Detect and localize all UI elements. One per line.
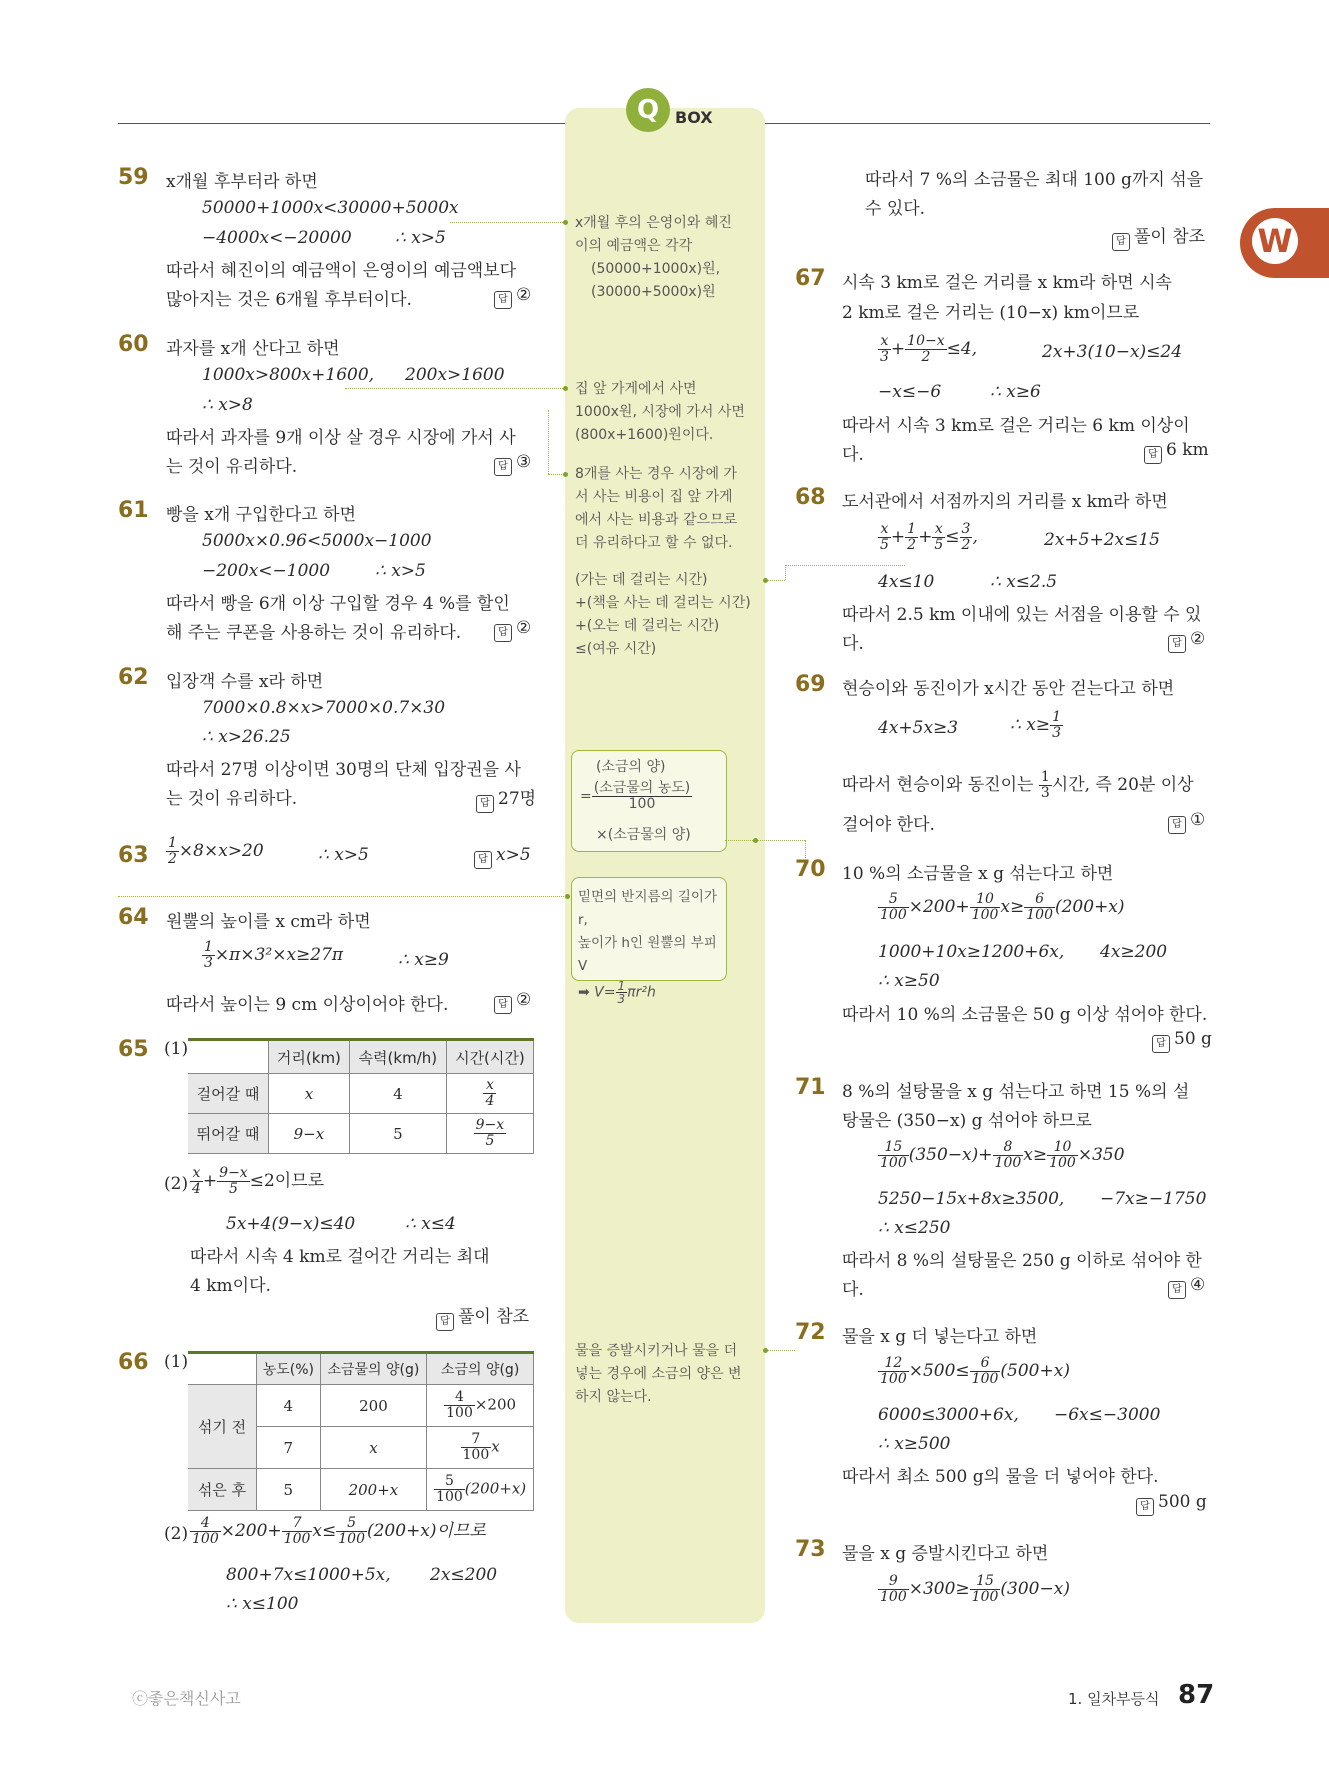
answer-icon: 답 (1168, 1281, 1186, 1299)
note68-l3: +(오는 데 걸리는 시간) (575, 618, 720, 634)
problem-70-number: 70 (795, 857, 826, 882)
note-cone-l1: 밑면의 반지름의 길이가 r, (578, 889, 717, 928)
p65-header-time: 시간(시간) (446, 1040, 533, 1074)
note72-l1: 물을 증발시키거나 물을 더 (575, 1343, 738, 1359)
note-salt-l3: ×(소금물의 양) (596, 827, 691, 843)
p67-line3: −x≤−6 (878, 382, 942, 402)
p67-line2: 2 km로 걸은 거리는 (10−x) km이므로 (842, 303, 1140, 323)
p65-eq1: $\frac{x}{4}$ + $\frac{9-x}{5}$ ≤2이므로 (192, 1165, 325, 1197)
p73-line1: 물을 x g 증발시킨다고 하면 (842, 1544, 1049, 1564)
tab-icon (1252, 218, 1298, 264)
p69-line1: 현승이와 동진이가 x시간 동안 걷는다고 하면 (842, 679, 1175, 699)
p59-line5: 많아지는 것은 6개월 후부터이다. (166, 290, 412, 310)
p61-line2: 5000x×0.96<5000x−1000 (202, 531, 432, 551)
p69-line2: 4x+5x≥3 (878, 718, 959, 738)
problem-72-number: 72 (795, 1320, 826, 1345)
p67-eq1b: 2x+3(10−x)≤24 (1042, 342, 1183, 362)
q-letter: Q (636, 95, 660, 125)
qbox-label: BOX (675, 108, 713, 127)
p60-line4: 따라서 과자를 9개 이상 살 경우 시장에 가서 사 (166, 428, 516, 448)
qbox-note-72 (575, 1340, 742, 1409)
p68-line2b: ∴ x≤2.5 (990, 572, 1058, 592)
note59-l2: 이의 예금액은 각각 (575, 238, 693, 254)
note-cone-l2: 높이가 h인 원뿔의 부피 V (578, 935, 717, 974)
p65-row-walk-speed: 4 (349, 1074, 446, 1114)
p66-after-label: 섞은 후 (188, 1469, 257, 1511)
problem-69-number: 69 (795, 672, 826, 697)
p66-line2: 800+7x≤1000+5x, (226, 1565, 391, 1585)
p73-eq1: $\frac{9}{100}$ ×300≥ $\frac{15}{100}$ (300−x) (880, 1573, 1070, 1605)
note-cone-text (578, 886, 726, 1005)
p62-answer-value: 27명 (498, 789, 537, 809)
note-cone-formula: ➡ V= $\frac{1}{3}$ πr²h (578, 979, 656, 1006)
problem-65-number: 65 (118, 1037, 149, 1062)
p60-line5: 는 것이 유리하다. (166, 457, 298, 477)
p69-line3: 따라서 현승이와 동진이는 $\frac{1}{3}$ 시간, 즉 20분 이상 (842, 769, 1194, 801)
p66-r3-conc: 5 (257, 1469, 321, 1511)
problem-67-number: 67 (795, 266, 826, 291)
p66-r1-amt: 200 (320, 1385, 427, 1427)
p72-line3: ∴ x≥500 (878, 1434, 951, 1454)
qbox-note-cone (571, 877, 727, 1006)
answer-icon: 답 (494, 458, 512, 476)
p68-line2: 4x≤10 (878, 572, 935, 592)
problem-71-number: 71 (795, 1075, 826, 1100)
problem-59-number: 59 (118, 165, 149, 190)
p66-part2: (2) (164, 1524, 189, 1544)
p68-line4: 다. (842, 634, 864, 654)
p65-line3: 따라서 시속 4 km로 걸어간 거리는 최대 (190, 1247, 490, 1267)
r66-line1: 따라서 7 %의 소금물은 최대 100 g까지 섞을 (865, 170, 1204, 190)
p62-line1: 입장객 수를 x라 하면 (166, 672, 324, 692)
p65-header-speed: 속력(km/h) (349, 1040, 446, 1074)
p66-r3-salt: $\frac{5}{100}$ (200+x) (427, 1469, 534, 1511)
connector-dot (565, 894, 570, 899)
p61-line3b: ∴ x>5 (375, 561, 426, 581)
connector-dot (563, 472, 568, 477)
note60a-l3: (800x+1600)원이다. (575, 427, 714, 443)
p66-r1-conc: 4 (257, 1385, 321, 1427)
p65-row-run-label: 뛰어갈 때 (188, 1114, 269, 1154)
note59-l1: x개월 후의 은영이와 혜진 (575, 215, 732, 231)
p59-line3: −4000x<−20000 (202, 228, 352, 248)
p66-header-water: 소금물의 양(g) (320, 1353, 427, 1385)
qbox-badge (626, 88, 670, 132)
answer-icon: 답 (1112, 233, 1130, 251)
p63-line1b: ∴ x>5 (318, 845, 369, 865)
answer-icon: 답 (494, 624, 512, 642)
p59-answer-value: ② (516, 285, 532, 305)
p65-row-run-dist: 9−x (269, 1114, 350, 1154)
footer-copyright: ⓒ좋은책신사고 (132, 1689, 241, 1708)
answer-icon: 답 (494, 996, 512, 1014)
p65-answer-value: 풀이 참조 (458, 1307, 530, 1327)
p66-line2b: 2x≤200 (430, 1565, 498, 1585)
r66-answer-value: 풀이 참조 (1134, 227, 1206, 247)
qbox-note-68 (575, 569, 751, 661)
p61-line1: 빵을 x개 구입한다고 하면 (166, 505, 357, 525)
p72-line4: 따라서 최소 500 g의 물을 더 넣어야 한다. (842, 1467, 1159, 1487)
connector-70-v (805, 840, 806, 858)
p71-line1: 8 %의 설탕물을 x g 섞는다고 하면 15 %의 설 (842, 1082, 1190, 1102)
p65-header-dist: 거리(km) (269, 1040, 350, 1074)
note60b-l4: 더 유리하다고 할 수 없다. (575, 535, 733, 551)
answer-icon: 답 (1168, 635, 1186, 653)
note68-l2: +(책을 사는 데 걸리는 시간) (575, 595, 751, 611)
note-salt-l1: (소금의 양) (596, 759, 666, 775)
answer-icon: 답 (1136, 1498, 1154, 1516)
p70-line4: 따라서 10 %의 소금물은 50 g 이상 섞어야 한다. (842, 1005, 1208, 1025)
p65-answer (436, 1302, 529, 1331)
p70-eq1: $\frac{5}{100}$ ×200+ $\frac{10}{100}$ x≥ $\frac{6}{100}$ (200+x) (880, 891, 1125, 923)
p71-line5: 따라서 8 %의 설탕물은 250 g 이하로 섞어야 한 (842, 1251, 1202, 1271)
p66-header-conc: 농도(%) (257, 1353, 321, 1385)
p71-line6: 다. (842, 1280, 864, 1300)
p67-answer (1144, 440, 1209, 464)
p72-line2b: −6x≤−3000 (1054, 1405, 1161, 1425)
p72-eq1: $\frac{12}{100}$ ×500≤ $\frac{6}{100}$ (500+x) (880, 1355, 1070, 1387)
problem-62-number: 62 (118, 665, 149, 690)
p60-line3: ∴ x>8 (202, 395, 253, 415)
p72-line2: 6000≤3000+6x, (878, 1405, 1019, 1425)
p71-answer (1168, 1275, 1205, 1299)
connector-dot (753, 838, 758, 843)
p68-answer-value: ② (1190, 629, 1206, 649)
connector-dot (563, 386, 568, 391)
p71-eq1: $\frac{15}{100}$ (350−x)+ $\frac{8}{100}$ x≥ $\frac{10}{100}$ ×350 (880, 1139, 1125, 1171)
note60b-l2: 서 사는 비용이 집 앞 가게 (575, 489, 733, 505)
p71-line2: 탕물은 (350−x) g 섞어야 하므로 (842, 1111, 1092, 1131)
p62-line5: 는 것이 유리하다. (166, 789, 298, 809)
problem-64-number: 64 (118, 905, 149, 930)
p67-line1: 시속 3 km로 걸은 거리를 x km라 하면 시속 (842, 273, 1172, 293)
p65-line4: 4 km이다. (190, 1276, 271, 1296)
p70-line1: 10 %의 소금물을 x g 섞는다고 하면 (842, 864, 1114, 884)
qbox-note-60b (575, 463, 737, 555)
p66-before-label: 섞기 전 (188, 1385, 257, 1469)
p68-eq1: $\frac{x}{5}$ + $\frac{1}{2}$ + $\frac{x}{5}$ ≤ $\frac{3}{2}$ , (880, 521, 978, 553)
p62-line3: ∴ x>26.25 (202, 727, 291, 747)
p71-answer-value: ④ (1190, 1275, 1206, 1295)
answer-icon: 답 (1168, 816, 1186, 834)
p66-line3: ∴ x≤100 (226, 1594, 299, 1614)
p63-answer (474, 845, 531, 869)
p61-answer-value: ② (516, 618, 532, 638)
connector-68-h (785, 565, 905, 566)
p69-answer (1168, 810, 1205, 834)
footer-chapter: 1. 일차부등식 (1068, 1690, 1160, 1708)
p70-line2b: 4x≥200 (1100, 942, 1168, 962)
connector-dot (763, 578, 768, 583)
p64-answer-value: ② (516, 990, 532, 1010)
p69-line4: 걸어야 한다. (842, 815, 935, 835)
p64-line3: 따라서 높이는 9 cm 이상이어야 한다. (166, 995, 449, 1015)
page-number: 87 (1178, 1680, 1215, 1710)
p64-answer (494, 990, 531, 1014)
p65-part1: (1) (164, 1039, 189, 1059)
p64-line2b: ∴ x≥9 (398, 950, 449, 970)
answer-icon: 답 (436, 1313, 454, 1331)
p62-line2: 7000×0.8×x>7000×0.7×30 (202, 698, 446, 718)
note-salt-eq: = $\frac{\text{(소금물의 농도)}}{100}$ (580, 780, 691, 812)
p70-answer-value: 50 g (1174, 1029, 1212, 1049)
p71-line3b: −7x≥−1750 (1100, 1189, 1207, 1209)
problem-68-number: 68 (795, 485, 826, 510)
note59-l3: (50000+1000x)원, (591, 261, 721, 277)
p68-answer (1168, 629, 1205, 653)
p66-part1: (1) (164, 1352, 189, 1372)
note60a-l1: 집 앞 가게에서 사면 (575, 381, 697, 397)
problem-73-number: 73 (795, 1537, 826, 1562)
connector-60a (345, 388, 567, 389)
p67-line5: 다. (842, 445, 864, 465)
p67-line3b: ∴ x≥6 (990, 382, 1041, 402)
connector-64 (118, 896, 568, 897)
tab-letter: W (1257, 222, 1293, 260)
connector-dot (563, 220, 568, 225)
p67-answer-value: 6 km (1166, 440, 1209, 460)
p59-line1: x개월 후부터라 하면 (166, 172, 318, 192)
p60-line1: 과자를 x개 산다고 하면 (166, 339, 340, 359)
connector-dot (763, 1348, 768, 1353)
r66-answer (1112, 222, 1205, 251)
p66-r2-amt: x (320, 1427, 427, 1469)
answer-icon: 답 (1152, 1035, 1170, 1053)
p66-r1-salt: $\frac{4}{100}$ ×200 (427, 1385, 534, 1427)
p67-eq1: $\frac{x}{3}$ + $\frac{10-x}{2}$ ≤4, (880, 333, 978, 365)
note60a-l2: 1000x원, 시장에 가서 사면 (575, 404, 745, 420)
p62-line4: 따라서 27명 이상이면 30명의 단체 입장권을 사 (166, 760, 521, 780)
connector-60b-v (548, 410, 549, 474)
p68-line3: 따라서 2.5 km 이내에 있는 서점을 이용할 수 있 (842, 605, 1202, 625)
p72-answer (1136, 1492, 1207, 1516)
answer-icon: 답 (474, 851, 492, 869)
p65-row-run-time: $\frac{9-x}{5}$ (446, 1114, 533, 1154)
connector-59 (450, 222, 567, 223)
p67-line4: 따라서 시속 3 km로 걸은 거리는 6 km 이상이 (842, 416, 1190, 436)
problem-60-number: 60 (118, 332, 149, 357)
p65-line2b: ∴ x≤4 (405, 1214, 456, 1234)
note60b-l1: 8개를 사는 경우 시장에 가 (575, 466, 737, 482)
p71-line3: 5250−15x+8x≥3500, (878, 1189, 1065, 1209)
p69-answer-value: ① (1190, 810, 1206, 830)
note72-l3: 하지 않는다. (575, 1389, 652, 1405)
p66-r2-salt: $\frac{7}{100}$ x (427, 1427, 534, 1469)
problem-63-number: 63 (118, 843, 149, 868)
answer-icon: 답 (476, 795, 494, 813)
p72-answer-value: 500 g (1158, 1492, 1207, 1512)
p63-answer-value: x>5 (496, 845, 531, 865)
p59-answer (494, 285, 531, 309)
p60-answer-value: ③ (516, 452, 532, 472)
p66-eq1: $\frac{4}{100}$ ×200+ $\frac{7}{100}$ x≤ $\frac{5}{100}$ (200+x)이므로 (192, 1515, 486, 1547)
p72-line1: 물을 x g 더 넣는다고 하면 (842, 1327, 1038, 1347)
p65-row-walk-time: $\frac{x}{4}$ (446, 1074, 533, 1114)
qbox-note-60a (575, 378, 745, 447)
note59-l4: (30000+5000x)원 (591, 284, 716, 300)
note68-l1: (가는 데 걸리는 시간) (575, 572, 708, 588)
p66-header-salt: 소금의 양(g) (427, 1353, 534, 1385)
p62-answer (476, 784, 536, 813)
answer-icon: 답 (1144, 446, 1162, 464)
connector-72 (765, 1350, 795, 1351)
p60-line2b: 200x>1600 (405, 365, 505, 385)
p66-table (188, 1351, 534, 1511)
p64-line1: 원뿔의 높이를 x cm라 하면 (166, 912, 371, 932)
p66-corner (188, 1353, 257, 1385)
p60-line2: 1000x>800x+1600, (202, 365, 375, 385)
note72-l2: 넣는 경우에 소금의 양은 변 (575, 1366, 742, 1382)
p65-row-walk-label: 걸어갈 때 (188, 1074, 269, 1114)
p70-line2: 1000+10x≥1200+6x, (878, 942, 1065, 962)
p69-line2b: ∴ x≥ $\frac{1}{3}$ (1010, 709, 1061, 741)
p68-line1: 도서관에서 서점까지의 거리를 x km라 하면 (842, 492, 1168, 512)
p61-line3: −200x<−1000 (202, 561, 331, 581)
p65-line2: 5x+4(9−x)≤40 (226, 1214, 356, 1234)
p61-answer (494, 618, 531, 642)
p70-answer (1152, 1029, 1212, 1053)
connector-68 (765, 580, 785, 581)
p66-r3-amt: 200+x (320, 1469, 427, 1511)
p61-line5: 해 주는 쿠폰을 사용하는 것이 유리하다. (166, 623, 462, 643)
note60b-l3: 에서 사는 비용과 같으므로 (575, 512, 738, 528)
p61-line4: 따라서 빵을 6개 이상 구입할 경우 4 %를 할인 (166, 594, 510, 614)
p65-row-walk-dist: x (269, 1074, 350, 1114)
p64-line2: $\frac{1}{3}$ ×π×3²×x≥27π (204, 939, 344, 971)
qbox-note-salt (571, 750, 727, 852)
p70-line3: ∴ x≥50 (878, 971, 940, 991)
p59-line2: 50000+1000x<30000+5000x (202, 198, 459, 218)
p66-r2-conc: 7 (257, 1427, 321, 1469)
r66-line2: 수 있다. (865, 199, 926, 219)
connector-70 (725, 840, 805, 841)
note68-l4: ≤(여유 시간) (575, 641, 657, 657)
qbox-note-59 (575, 212, 732, 304)
p65-corner (188, 1040, 269, 1074)
p59-line4: 따라서 혜진이의 예금액이 은영이의 예금액보다 (166, 261, 517, 281)
problem-66-number: 66 (118, 1350, 149, 1375)
side-tab (1240, 208, 1329, 278)
p68-eq1b: 2x+5+2x≤15 (1044, 530, 1160, 550)
p65-row-run-speed: 5 (349, 1114, 446, 1154)
p65-table (188, 1038, 534, 1154)
p60-answer (494, 452, 531, 476)
answer-icon: 답 (494, 291, 512, 309)
connector-68-v (785, 565, 786, 580)
problem-61-number: 61 (118, 498, 149, 523)
p59-line3b: ∴ x>5 (395, 228, 446, 248)
p65-part2: (2) (164, 1174, 189, 1194)
p63-line1: $\frac{1}{2}$ ×8×x>20 (168, 835, 264, 867)
p71-line4: ∴ x≤250 (878, 1218, 951, 1238)
